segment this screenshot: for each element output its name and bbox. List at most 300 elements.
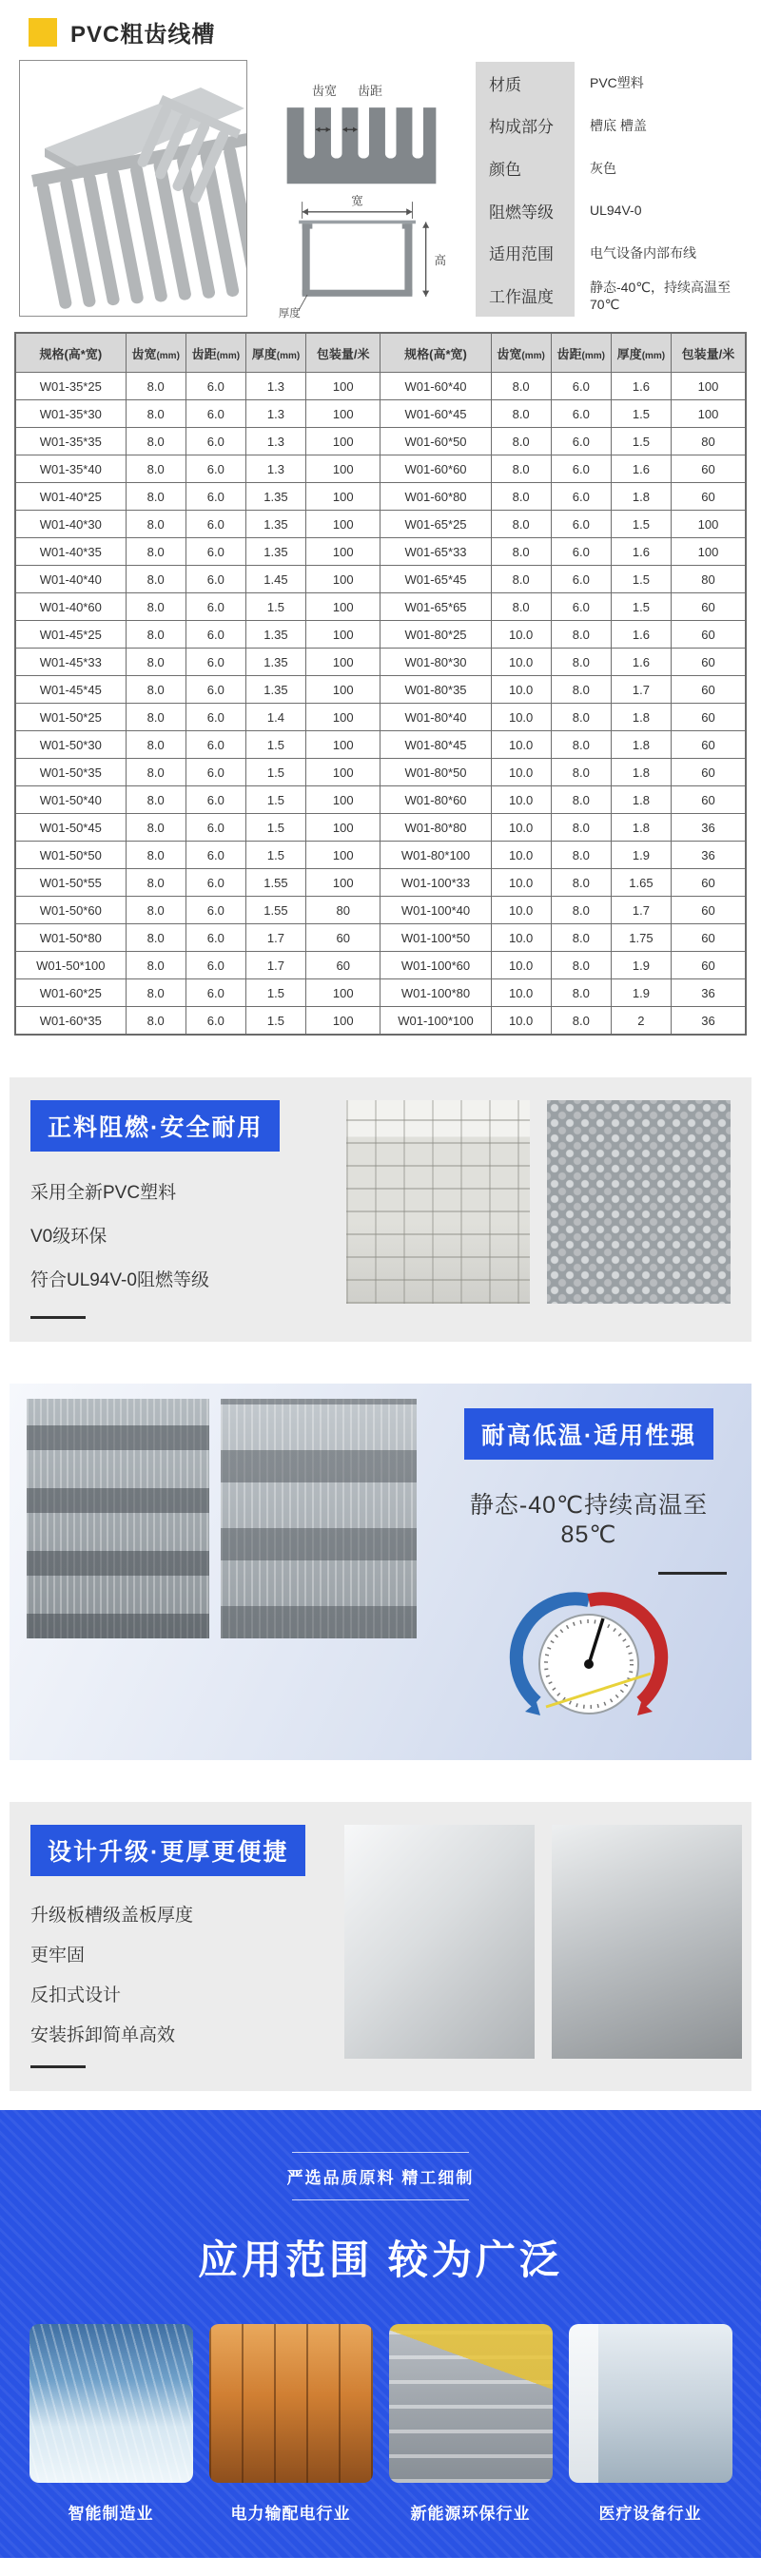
value-cell: 6.0 [185,621,245,649]
spec-cell: W01-100*80 [380,979,491,1007]
duct-closeup-photo-1 [344,1825,535,2059]
value-cell: 1.8 [611,483,671,511]
value-cell: 2 [611,1007,671,1036]
table-row [15,979,746,1007]
spec-cell: W01-60*25 [15,979,126,1007]
spec-cell: W01-50*80 [15,924,126,952]
value-cell: 6.0 [185,814,245,842]
feature-line: V0级环保 [30,1227,107,1247]
spec-label: 阻燃等级 [476,189,575,232]
value-cell: 6.0 [185,649,245,676]
value-cell: 6.0 [185,897,245,924]
size-table [14,332,747,1036]
value-cell: 1.7 [245,952,305,979]
spec-cell: W01-50*50 [15,842,126,869]
value-cell: 6.0 [185,842,245,869]
value-cell: 1.6 [611,649,671,676]
value-cell: 100 [306,979,380,1007]
value-cell: 60 [306,924,380,952]
spec-cell: W01-45*45 [15,676,126,704]
spec-value: 静态-40℃，持续高温至70℃ [590,280,731,313]
accent-underline [658,1572,727,1575]
value-cell: 8.0 [551,759,611,786]
spec-cell: W01-35*40 [15,455,126,483]
value-cell: 8.0 [491,428,551,455]
spec-label: 工作温度 [476,274,575,317]
value-cell: 8.0 [126,400,185,428]
industry-photo-medical [569,2324,732,2483]
spec-cell: W01-100*33 [380,869,491,897]
value-cell: 60 [671,952,746,979]
spec-cell: W01-35*25 [15,373,126,400]
spec-cell: W01-65*25 [380,511,491,538]
value-cell: 100 [306,400,380,428]
industry-card [29,2324,193,2524]
pvc-pellets-photo [547,1100,731,1304]
value-cell: 80 [671,428,746,455]
value-cell: 60 [671,869,746,897]
thermometer-gauge-illustration [508,1579,670,1740]
spec-cell: W01-60*40 [380,373,491,400]
value-cell: 1.5 [245,593,305,621]
value-cell: 8.0 [126,814,185,842]
page-title: PVC粗齿线槽 [70,22,216,48]
spec-cell: W01-50*40 [15,786,126,814]
spec-cell: W01-100*100 [380,1007,491,1036]
value-cell: 8.0 [126,566,185,593]
spec-cell: W01-80*40 [380,704,491,731]
value-cell: 1.3 [245,428,305,455]
value-cell: 6.0 [185,538,245,566]
value-cell: 6.0 [185,979,245,1007]
value-cell: 6.0 [185,511,245,538]
value-cell: 6.0 [185,869,245,897]
column-header: 包装量/米 [306,333,380,373]
value-cell: 60 [671,649,746,676]
spec-cell: W01-40*35 [15,538,126,566]
value-cell: 1.55 [245,869,305,897]
value-cell: 60 [671,759,746,786]
value-cell: 10.0 [491,676,551,704]
value-cell: 60 [671,621,746,649]
spec-cell: W01-45*25 [15,621,126,649]
value-cell: 6.0 [185,373,245,400]
industry-row [0,2324,761,2524]
spec-cell: W01-80*80 [380,814,491,842]
spec-cell: W01-50*60 [15,897,126,924]
value-cell: 100 [306,704,380,731]
value-cell: 36 [671,814,746,842]
value-cell: 8.0 [491,538,551,566]
value-cell: 8.0 [126,649,185,676]
spec-cell: W01-80*60 [380,786,491,814]
value-cell: 8.0 [551,676,611,704]
value-cell: 8.0 [126,538,185,566]
value-cell: 1.8 [611,814,671,842]
accent-underline [30,2065,86,2068]
spec-cell: W01-60*35 [15,1007,126,1036]
tooth-width-label: 齿宽 [311,84,337,98]
value-cell: 6.0 [185,952,245,979]
value-cell: 1.3 [245,373,305,400]
feature-line: 安装拆卸简单高效 [30,2025,176,2045]
spec-cell: W01-50*100 [15,952,126,979]
value-cell: 6.0 [551,538,611,566]
table-row [15,814,746,842]
value-cell: 8.0 [491,455,551,483]
table-row [15,400,746,428]
value-cell: 100 [671,373,746,400]
value-cell: 8.0 [126,786,185,814]
value-cell: 1.5 [611,566,671,593]
value-cell: 1.8 [611,704,671,731]
value-cell: 36 [671,842,746,869]
value-cell: 100 [306,566,380,593]
table-row [15,428,746,455]
feature-text-block [417,1399,734,1745]
spec-cell: W01-100*40 [380,897,491,924]
feature-line: 静态-40℃持续高温至85℃ [469,1492,709,1548]
value-cell: 8.0 [551,814,611,842]
tooth-diagram-labels [312,81,382,99]
spec-cell: W01-60*45 [380,400,491,428]
spec-cell: W01-80*25 [380,621,491,649]
size-table-section [14,332,747,1036]
industry-card [389,2324,553,2524]
value-cell: 6.0 [551,566,611,593]
value-cell: 8.0 [126,897,185,924]
value-cell: 8.0 [126,869,185,897]
spec-cell: W01-80*30 [380,649,491,676]
value-cell: 10.0 [491,1007,551,1036]
spec-cell: W01-40*25 [15,483,126,511]
value-cell: 6.0 [551,400,611,428]
value-cell: 100 [306,593,380,621]
value-cell: 8.0 [126,428,185,455]
table-row [15,455,746,483]
value-cell: 1.7 [245,924,305,952]
warehouse-bags-photo [346,1100,530,1304]
table-row [15,649,746,676]
value-cell: 1.35 [245,676,305,704]
table-row [15,759,746,786]
value-cell: 1.6 [611,373,671,400]
value-cell: 6.0 [185,1007,245,1036]
pvc-duct-illustration [20,61,246,316]
table-row [15,538,746,566]
value-cell: 6.0 [185,786,245,814]
value-cell: 10.0 [491,786,551,814]
value-cell: 8.0 [126,511,185,538]
value-cell: 6.0 [185,731,245,759]
cabinet-photo-2 [221,1399,417,1638]
spec-cell: W01-50*45 [15,814,126,842]
tooth-pitch-label: 齿距 [358,84,383,98]
spec-cell: W01-80*100 [380,842,491,869]
spec-cell: W01-100*60 [380,952,491,979]
value-cell: 6.0 [551,373,611,400]
value-cell: 100 [306,373,380,400]
value-cell: 1.35 [245,538,305,566]
separator-line [292,2199,469,2200]
height-label: 高 [434,254,447,268]
table-row [15,842,746,869]
value-cell: 100 [306,428,380,455]
value-cell: 1.65 [611,869,671,897]
value-cell: 60 [671,924,746,952]
spec-cell: W01-100*50 [380,924,491,952]
footer-title: 应用范围 较为广泛 [198,2237,563,2282]
spec-cell: W01-50*30 [15,731,126,759]
value-cell: 1.5 [611,593,671,621]
feature-images [27,1399,417,1745]
value-cell: 8.0 [126,979,185,1007]
value-cell: 80 [306,897,380,924]
spec-cell: W01-50*55 [15,869,126,897]
value-cell: 1.75 [611,924,671,952]
value-cell: 10.0 [491,649,551,676]
spec-cell: W01-35*30 [15,400,126,428]
value-cell: 1.8 [611,759,671,786]
value-cell: 1.8 [611,786,671,814]
value-cell: 10.0 [491,897,551,924]
feature-section-design [10,1802,751,2091]
industry-label: 医疗设备行业 [598,2505,702,2523]
duct-closeup-photo-2 [552,1825,742,2059]
value-cell: 60 [671,676,746,704]
value-cell: 1.5 [245,786,305,814]
value-cell: 100 [306,842,380,869]
feature-line: 更牢固 [30,1946,86,1966]
value-cell: 8.0 [551,842,611,869]
feature-line: 反扣式设计 [30,1985,122,2005]
spec-value: PVC塑料 [590,75,644,91]
spec-cell: W01-65*33 [380,538,491,566]
spec-cell: W01-50*25 [15,704,126,731]
value-cell: 8.0 [126,593,185,621]
value-cell: 60 [671,483,746,511]
accent-square-icon [29,18,57,47]
value-cell: 100 [306,455,380,483]
size-table-header-row [15,333,746,373]
value-cell: 1.6 [611,621,671,649]
industry-photo-power [209,2324,373,2483]
spec-value: 灰色 [590,160,616,176]
column-header: 包装量/米 [671,333,746,373]
value-cell: 100 [306,731,380,759]
value-cell: 1.55 [245,897,305,924]
value-cell: 100 [306,538,380,566]
value-cell: 10.0 [491,814,551,842]
table-row [15,704,746,731]
table-row [15,924,746,952]
value-cell: 1.3 [245,455,305,483]
value-cell: 6.0 [185,566,245,593]
application-footer [0,2110,761,2558]
spec-cell: W01-40*30 [15,511,126,538]
value-cell: 1.5 [245,842,305,869]
value-cell: 100 [306,649,380,676]
column-header: 规格(高*宽) [15,333,126,373]
value-cell: 8.0 [126,759,185,786]
value-cell: 8.0 [126,731,185,759]
spec-label: 颜色 [476,146,575,189]
value-cell: 8.0 [126,952,185,979]
value-cell: 6.0 [185,593,245,621]
value-cell: 100 [671,538,746,566]
value-cell: 1.5 [245,814,305,842]
value-cell: 60 [671,455,746,483]
value-cell: 1.9 [611,952,671,979]
value-cell: 100 [306,676,380,704]
value-cell: 36 [671,979,746,1007]
column-header: 齿宽(mm) [491,333,551,373]
value-cell: 8.0 [551,704,611,731]
value-cell: 6.0 [551,455,611,483]
page-header [0,0,761,48]
value-cell: 10.0 [491,924,551,952]
value-cell: 6.0 [551,511,611,538]
industry-photo-manufacturing [29,2324,193,2483]
feature-section-temperature [10,1384,751,1760]
value-cell: 6.0 [185,455,245,483]
table-row [15,897,746,924]
value-cell: 8.0 [551,979,611,1007]
value-cell: 8.0 [491,593,551,621]
value-cell: 8.0 [551,1007,611,1036]
value-cell: 8.0 [126,842,185,869]
value-cell: 1.5 [245,759,305,786]
spec-label: 构成部分 [476,105,575,147]
industry-label: 新能源环保行业 [410,2505,531,2523]
value-cell: 100 [671,511,746,538]
feature-images [346,1100,731,1319]
value-cell: 1.5 [611,428,671,455]
value-cell: 1.9 [611,842,671,869]
spec-cell: W01-50*35 [15,759,126,786]
feature-line: 升级板槽级盖板厚度 [30,1906,194,1926]
table-row [15,786,746,814]
column-header: 齿距(mm) [185,333,245,373]
spec-cell: W01-80*50 [380,759,491,786]
column-header: 厚度(mm) [611,333,671,373]
value-cell: 1.5 [611,511,671,538]
value-cell: 10.0 [491,952,551,979]
dimension-diagrams [263,60,460,319]
value-cell: 6.0 [551,428,611,455]
value-cell: 10.0 [491,704,551,731]
value-cell: 10.0 [491,759,551,786]
value-cell: 1.7 [611,676,671,704]
accent-underline [30,1316,86,1319]
value-cell: 1.3 [245,400,305,428]
value-cell: 6.0 [551,593,611,621]
value-cell: 8.0 [551,924,611,952]
value-cell: 8.0 [551,621,611,649]
table-row [15,511,746,538]
value-cell: 6.0 [185,428,245,455]
value-cell: 6.0 [185,400,245,428]
spec-cell: W01-40*40 [15,566,126,593]
value-cell: 1.7 [611,897,671,924]
spec-value: 槽底 槽盖 [590,117,647,133]
feature-badge: 耐高低温·适用性强 [464,1408,713,1460]
spec-table [476,62,742,317]
value-cell: 60 [671,704,746,731]
spec-cell: W01-65*45 [380,566,491,593]
value-cell: 8.0 [126,924,185,952]
value-cell: 60 [306,952,380,979]
value-cell: 60 [671,786,746,814]
table-row [15,593,746,621]
value-cell: 100 [306,621,380,649]
spec-cell: W01-60*80 [380,483,491,511]
value-cell: 60 [671,897,746,924]
value-cell: 1.8 [611,731,671,759]
value-cell: 1.45 [245,566,305,593]
value-cell: 8.0 [126,483,185,511]
column-header: 厚度(mm) [245,333,305,373]
feature-badge: 设计升级·更厚更便捷 [30,1825,305,1876]
industry-card [209,2324,373,2524]
value-cell: 8.0 [551,952,611,979]
value-cell: 100 [671,400,746,428]
value-cell: 8.0 [491,483,551,511]
value-cell: 10.0 [491,731,551,759]
industry-label: 智能制造业 [68,2505,154,2523]
value-cell: 36 [671,1007,746,1036]
value-cell: 1.6 [611,538,671,566]
value-cell: 8.0 [491,566,551,593]
value-cell: 1.9 [611,979,671,1007]
table-row [15,483,746,511]
width-label: 宽 [351,195,363,208]
value-cell: 10.0 [491,979,551,1007]
spec-cell: W01-80*45 [380,731,491,759]
spec-cell: W01-60*60 [380,455,491,483]
spec-value: UL94V-0 [590,203,642,219]
value-cell: 10.0 [491,842,551,869]
value-cell: 1.5 [245,979,305,1007]
table-row [15,731,746,759]
spec-cell: W01-60*50 [380,428,491,455]
value-cell: 60 [671,731,746,759]
value-cell: 8.0 [491,373,551,400]
spec-cell: W01-80*35 [380,676,491,704]
tooth-profile-diagram [276,101,447,185]
spec-value: 电气设备内部布线 [590,244,696,261]
value-cell: 8.0 [551,731,611,759]
value-cell: 100 [306,1007,380,1036]
table-row [15,373,746,400]
thermometer-image [508,1579,670,1745]
product-photo [19,60,247,317]
column-header: 齿距(mm) [551,333,611,373]
industry-label: 电力输配电行业 [230,2505,351,2523]
value-cell: 1.35 [245,483,305,511]
spec-cell: W01-40*60 [15,593,126,621]
table-row [15,869,746,897]
feature-badge: 正料阻燃·安全耐用 [30,1100,280,1152]
column-header: 规格(高*宽) [380,333,491,373]
cabinet-photo-1 [27,1399,209,1638]
value-cell: 8.0 [126,621,185,649]
value-cell: 8.0 [551,786,611,814]
industry-photo-new-energy [389,2324,553,2483]
value-cell: 100 [306,869,380,897]
value-cell: 8.0 [551,897,611,924]
spec-cell: W01-65*65 [380,593,491,621]
